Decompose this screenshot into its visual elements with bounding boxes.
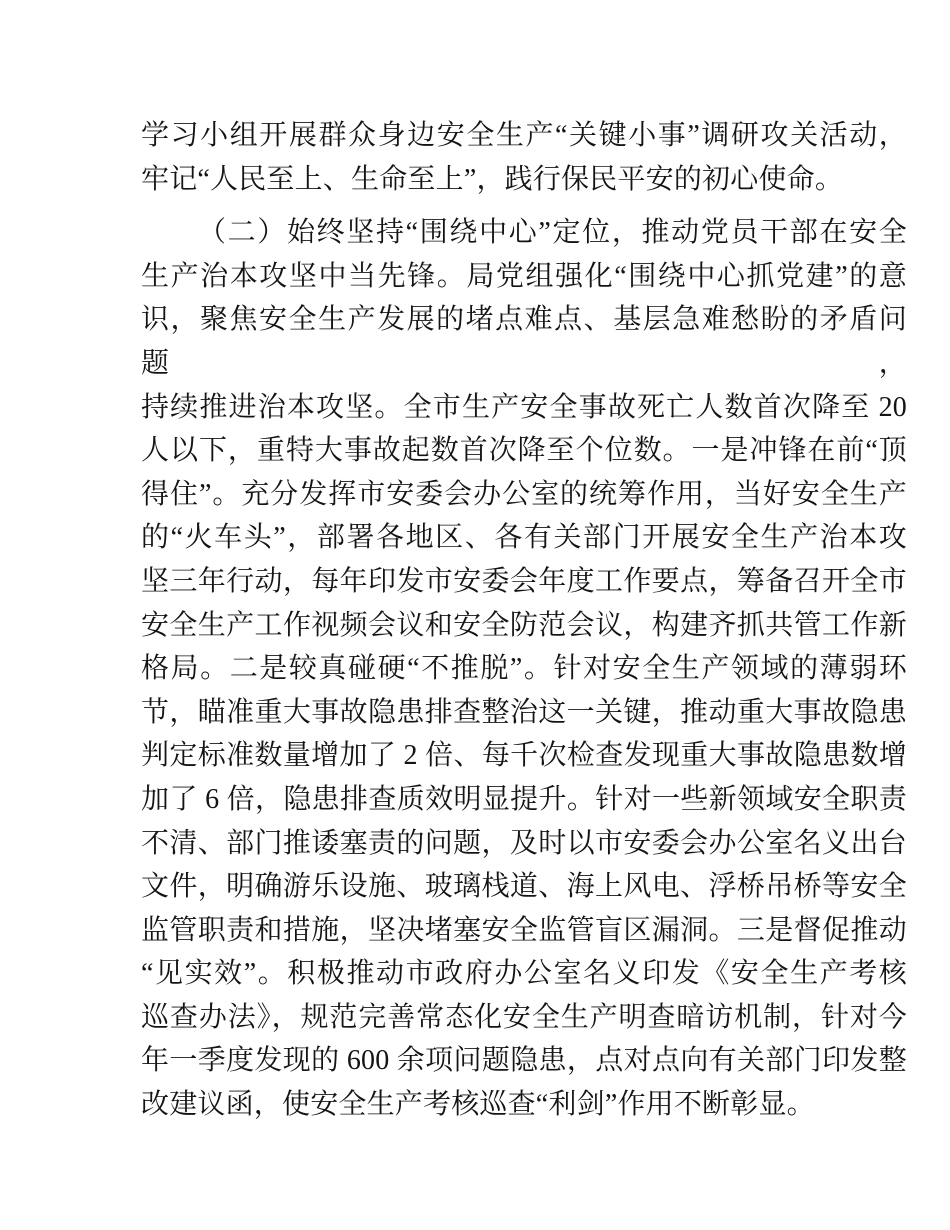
text-line: （二）始终坚持“围绕中心”定位，推动党员干部在安全 [198,217,907,249]
text-line: 改建议函，使安全生产考核巡查“利剑”作用不断彰显。 [141,1089,815,1121]
text-line: 巡查办法》，规范完善常态化安全生产明查暗访机制，针对今 [141,1001,907,1033]
paragraph [141,211,907,1126]
text-line: 监管职责和措施，坚决堵塞安全监管盲区漏洞。三是督促推动 [141,914,907,946]
text-line: 节，瞄准重大事故隐患排查整治这一关键，推动重大事故隐患 [141,696,907,728]
text-line: 安全生产工作视频会议和安全防范会议，构建齐抓共管工作新 [141,609,907,641]
text-line: 坚三年行动，每年印发市安委会年度工作要点，筹备召开全市 [141,565,907,597]
text-line: 的“火车头”，部署各地区、各有关部门开展安全生产治本攻 [141,522,907,554]
text-line: 得住”。充分发挥市安委会办公室的统筹作用，当好安全生产 [141,478,907,510]
text-line: 判定标准数量增加了 2 倍、每千次检查发现重大事故隐患数增 [141,740,907,772]
document-body [141,114,907,1127]
text-line: 年一季度发现的 600 余项问题隐患，点对点向有关部门印发整 [141,1045,907,1077]
paragraph [141,114,907,201]
text-line: 文件，明确游乐设施、玻璃栈道、海上风电、浮桥吊桥等安全 [141,871,907,903]
text-line: 持续推进治本攻坚。全市生产安全事故死亡人数首次降至 20 [141,391,907,423]
text-line: 不清、部门推诿塞责的问题，及时以市安委会办公室名义出台 [141,827,907,859]
text-line: 牢记“人民至上、生命至上”，践行保民平安的初心使命。 [141,163,844,195]
text-line: 学习小组开展群众身边安全生产“关键小事”调研攻关活动， [141,120,907,151]
text-line: 人以下，重特大事故起数首次降至个位数。一是冲锋在前“顶 [141,435,907,467]
text-line: 加了 6 倍，隐患排查质效明显提升。针对一些新领域安全职责 [141,783,907,815]
text-line: 识，聚焦安全生产发展的堵点难点、基层急难愁盼的矛盾问题， [141,304,907,379]
text-line: “见实效”。积极推动市政府办公室名义印发《安全生产考核 [141,958,907,990]
text-line: 格局。二是较真碰硬“不推脱”。针对安全生产领域的薄弱环 [141,653,907,685]
text-line: 生产治本攻坚中当先锋。局党组强化“围绕中心抓党建”的意 [141,260,907,292]
